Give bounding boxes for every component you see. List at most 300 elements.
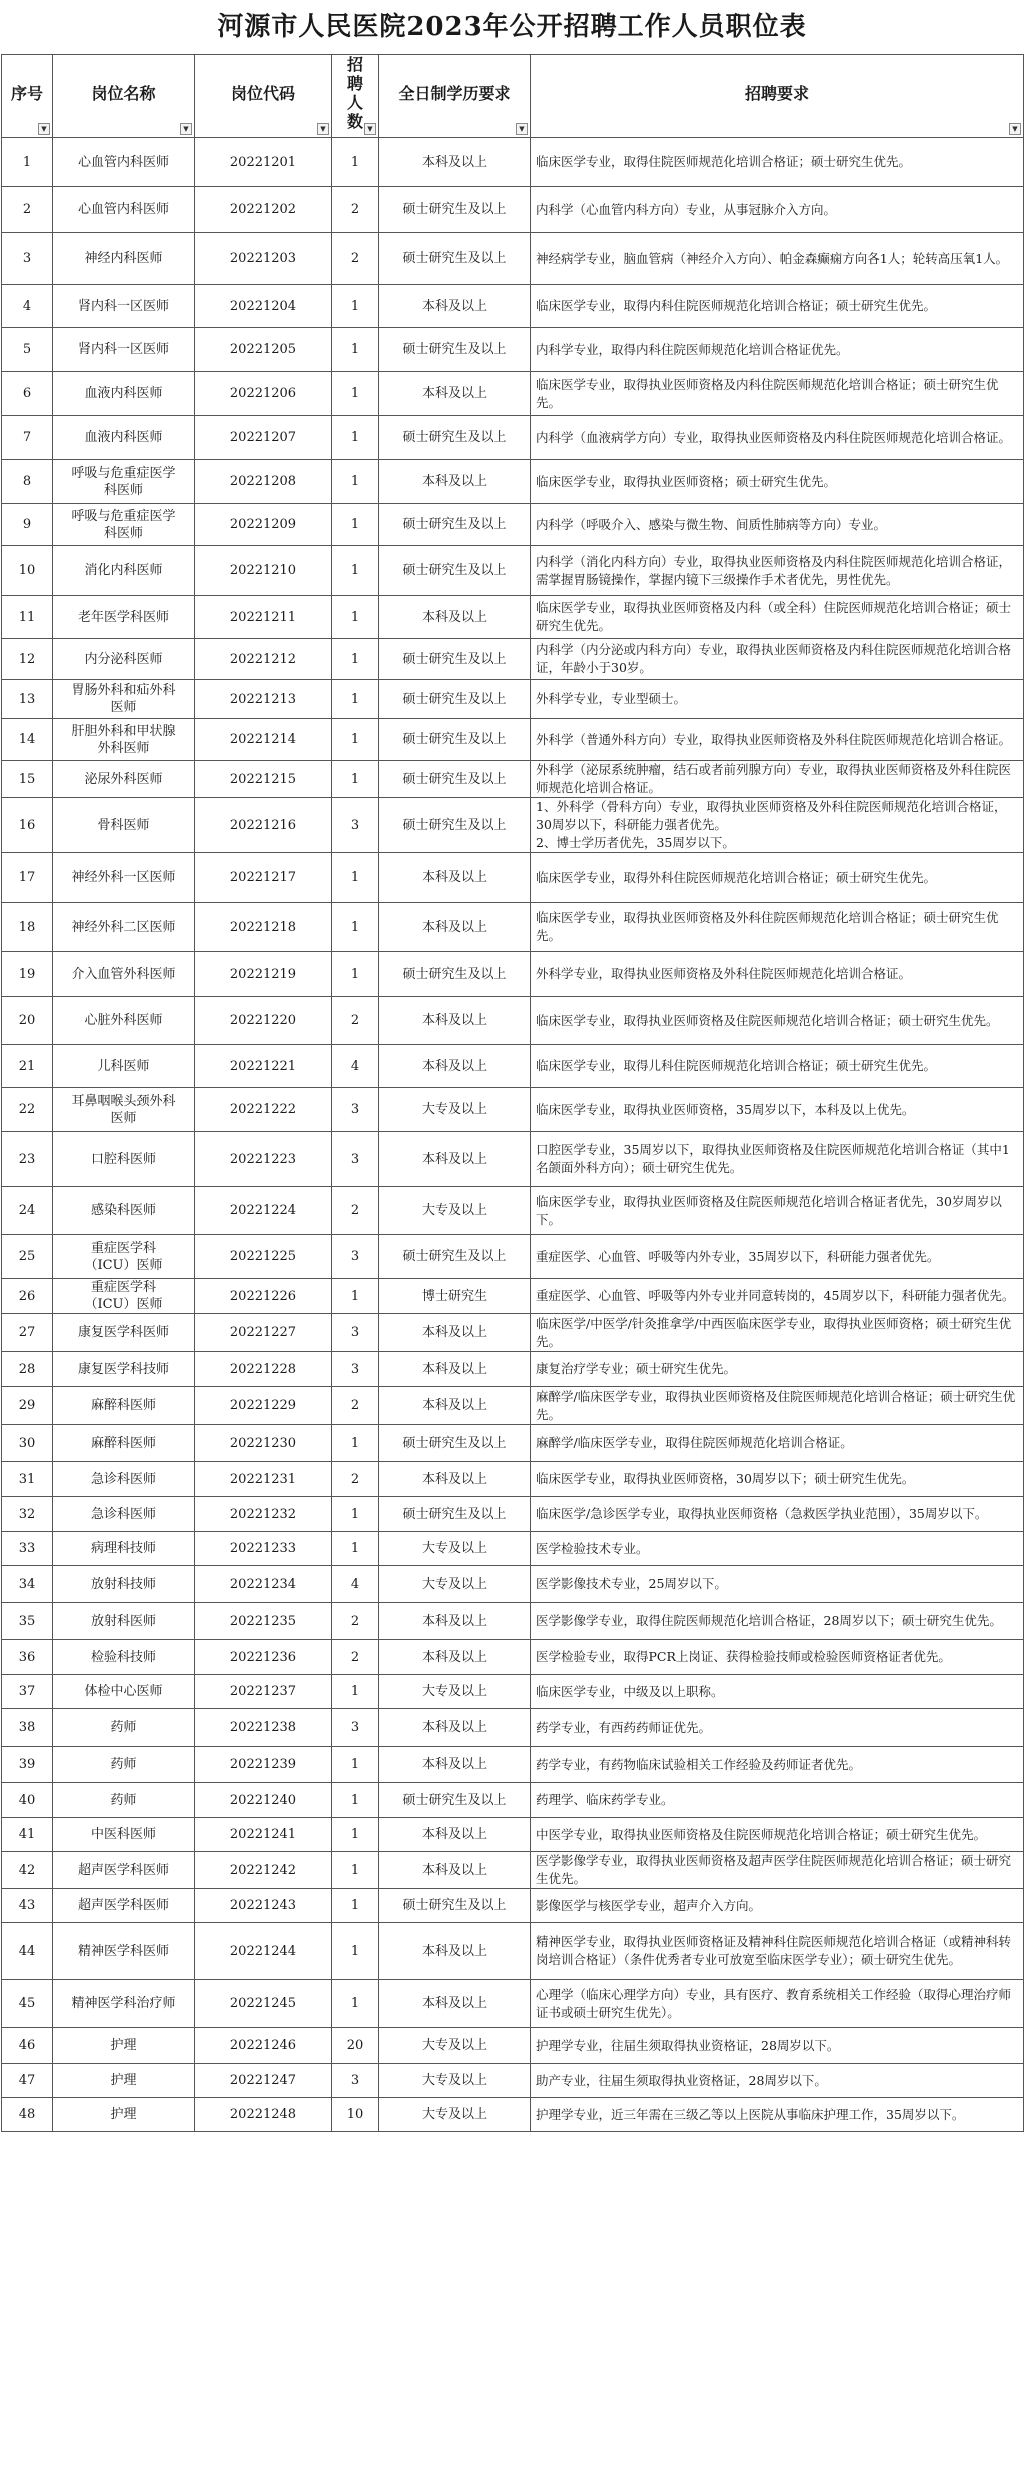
header-req bbox=[531, 55, 1024, 138]
cell-code: 20221207 bbox=[195, 416, 332, 460]
cell-seq: 46 bbox=[2, 2028, 53, 2064]
cell-name: 护理 bbox=[53, 2064, 195, 2098]
filter-dropdown-icon[interactable]: ▼ bbox=[38, 123, 50, 135]
cell-edu: 本科及以上 bbox=[379, 903, 531, 952]
cell-name: 神经外科二区医师 bbox=[53, 903, 195, 952]
cell-name: 儿科医师 bbox=[53, 1045, 195, 1088]
cell-seq: 16 bbox=[2, 798, 53, 853]
cell-name: 呼吸与危重症医学科医师 bbox=[53, 460, 195, 504]
cell-seq: 10 bbox=[2, 546, 53, 596]
cell-count: 2 bbox=[332, 1640, 379, 1675]
table-row bbox=[2, 138, 1024, 187]
cell-code: 20221209 bbox=[195, 504, 332, 546]
cell-name: 急诊科医师 bbox=[53, 1462, 195, 1497]
cell-name: 药师 bbox=[53, 1747, 195, 1783]
cell-name: 病理科技师 bbox=[53, 1532, 195, 1566]
cell-seq: 8 bbox=[2, 460, 53, 504]
cell-code: 20221201 bbox=[195, 138, 332, 187]
cell-code: 20221206 bbox=[195, 372, 332, 416]
cell-count: 3 bbox=[332, 1314, 379, 1352]
cell-req: 临床医学专业，取得儿科住院医师规范化培训合格证；硕士研究生优先。 bbox=[531, 1045, 1024, 1088]
cell-count: 3 bbox=[332, 1132, 379, 1187]
cell-count: 1 bbox=[332, 639, 379, 680]
cell-name: 肾内科一区医师 bbox=[53, 328, 195, 372]
cell-req: 临床医学专业，取得执业医师资格及住院医师规范化培训合格证者优先，30岁周岁以下。 bbox=[531, 1187, 1024, 1235]
cell-seq: 43 bbox=[2, 1889, 53, 1923]
cell-edu: 大专及以上 bbox=[379, 1566, 531, 1603]
cell-req: 护理学专业，往届生须取得执业资格证，28周岁以下。 bbox=[531, 2028, 1024, 2064]
table-row bbox=[2, 853, 1024, 903]
cell-count: 2 bbox=[332, 1187, 379, 1235]
header-count bbox=[332, 55, 379, 138]
table-row bbox=[2, 328, 1024, 372]
cell-edu: 大专及以上 bbox=[379, 1088, 531, 1132]
cell-count: 2 bbox=[332, 233, 379, 285]
cell-seq: 32 bbox=[2, 1497, 53, 1532]
cell-count: 1 bbox=[332, 1532, 379, 1566]
cell-name: 心血管内科医师 bbox=[53, 187, 195, 233]
table-row bbox=[2, 1923, 1024, 1980]
table-row bbox=[2, 1783, 1024, 1818]
cell-edu: 本科及以上 bbox=[379, 1747, 531, 1783]
table-row bbox=[2, 1235, 1024, 1279]
cell-req: 临床医学专业，取得执业医师资格及外科住院医师规范化培训合格证；硕士研究生优先。 bbox=[531, 903, 1024, 952]
cell-req: 影像医学与核医学专业，超声介入方向。 bbox=[531, 1889, 1024, 1923]
cell-count: 2 bbox=[332, 997, 379, 1045]
cell-code: 20221247 bbox=[195, 2064, 332, 2098]
cell-name: 骨科医师 bbox=[53, 798, 195, 853]
cell-edu: 大专及以上 bbox=[379, 2028, 531, 2064]
cell-edu: 硕士研究生及以上 bbox=[379, 1783, 531, 1818]
cell-count: 3 bbox=[332, 1709, 379, 1747]
cell-seq: 7 bbox=[2, 416, 53, 460]
cell-edu: 硕士研究生及以上 bbox=[379, 187, 531, 233]
cell-req: 临床医学/中医学/针灸推拿学/中西医临床医学专业，取得执业医师资格；硕士研究生优先。 bbox=[531, 1314, 1024, 1352]
cell-req: 临床医学专业，取得外科住院医师规范化培训合格证；硕士研究生优先。 bbox=[531, 853, 1024, 903]
cell-req: 内科学（血液病学方向）专业，取得执业医师资格及内科住院医师规范化培训合格证。 bbox=[531, 416, 1024, 460]
cell-name: 呼吸与危重症医学科医师 bbox=[53, 504, 195, 546]
cell-req: 内科学（呼吸介入、感染与微生物、间质性肺病等方向）专业。 bbox=[531, 504, 1024, 546]
header-seq bbox=[2, 55, 53, 138]
cell-edu: 硕士研究生及以上 bbox=[379, 416, 531, 460]
cell-code: 20221215 bbox=[195, 761, 332, 798]
cell-code: 20221237 bbox=[195, 1675, 332, 1709]
cell-name: 超声医学科医师 bbox=[53, 1852, 195, 1889]
table-row bbox=[2, 1747, 1024, 1783]
cell-edu: 本科及以上 bbox=[379, 285, 531, 328]
cell-code: 20221216 bbox=[195, 798, 332, 853]
cell-count: 10 bbox=[332, 2098, 379, 2132]
header-name bbox=[53, 55, 195, 138]
cell-count: 1 bbox=[332, 761, 379, 798]
cell-name: 口腔科医师 bbox=[53, 1132, 195, 1187]
cell-code: 20221232 bbox=[195, 1497, 332, 1532]
cell-name: 麻醉科医师 bbox=[53, 1387, 195, 1425]
cell-seq: 27 bbox=[2, 1314, 53, 1352]
cell-seq: 44 bbox=[2, 1923, 53, 1980]
cell-name: 药师 bbox=[53, 1783, 195, 1818]
cell-req: 临床医学专业，取得执业医师资格，30周岁以下；硕士研究生优先。 bbox=[531, 1462, 1024, 1497]
cell-req: 外科学（泌尿系统肿瘤，结石或者前列腺方向）专业，取得执业医师资格及外科住院医师规范化培训合格证。 bbox=[531, 761, 1024, 798]
cell-edu: 大专及以上 bbox=[379, 1532, 531, 1566]
table-row bbox=[2, 233, 1024, 285]
cell-edu: 本科及以上 bbox=[379, 1852, 531, 1889]
table-row bbox=[2, 903, 1024, 952]
cell-req: 重症医学、心血管、呼吸等内外专业，35周岁以下，科研能力强者优先。 bbox=[531, 1235, 1024, 1279]
cell-name: 放射科技师 bbox=[53, 1566, 195, 1603]
cell-seq: 39 bbox=[2, 1747, 53, 1783]
cell-req: 外科学专业，取得执业医师资格及外科住院医师规范化培训合格证。 bbox=[531, 952, 1024, 997]
cell-req: 重症医学、心血管、呼吸等内外专业并同意转岗的，45周岁以下，科研能力强者优先。 bbox=[531, 1279, 1024, 1314]
cell-code: 20221235 bbox=[195, 1603, 332, 1640]
cell-count: 1 bbox=[332, 546, 379, 596]
cell-edu: 本科及以上 bbox=[379, 1980, 531, 2028]
cell-seq: 9 bbox=[2, 504, 53, 546]
cell-name: 消化内科医师 bbox=[53, 546, 195, 596]
cell-count: 3 bbox=[332, 1088, 379, 1132]
cell-req: 临床医学专业，取得住院医师规范化培训合格证；硕士研究生优先。 bbox=[531, 138, 1024, 187]
cell-req: 医学影像学专业，取得执业医师资格及超声医学住院医师规范化培训合格证；硕士研究生优先。 bbox=[531, 1852, 1024, 1889]
cell-seq: 48 bbox=[2, 2098, 53, 2132]
cell-name: 药师 bbox=[53, 1709, 195, 1747]
table-row bbox=[2, 285, 1024, 328]
cell-req: 医学检验技术专业。 bbox=[531, 1532, 1024, 1566]
cell-code: 20221240 bbox=[195, 1783, 332, 1818]
cell-req: 口腔医学专业，35周岁以下，取得执业医师资格及住院医师规范化培训合格证（其中1名颌面外科方向）；硕士研究生优先。 bbox=[531, 1132, 1024, 1187]
filter-dropdown-icon[interactable]: ▼ bbox=[317, 123, 329, 135]
cell-req: 临床医学专业，取得执业医师资格；硕士研究生优先。 bbox=[531, 460, 1024, 504]
cell-count: 1 bbox=[332, 680, 379, 719]
cell-req: 麻醉学/临床医学专业，取得执业医师资格及住院医师规范化培训合格证；硕士研究生优先。 bbox=[531, 1387, 1024, 1425]
table-row bbox=[2, 1852, 1024, 1889]
header-name-label: 岗位名称 bbox=[91, 83, 156, 103]
cell-name: 血液内科医师 bbox=[53, 372, 195, 416]
cell-seq: 45 bbox=[2, 1980, 53, 2028]
table-row bbox=[2, 2064, 1024, 2098]
cell-code: 20221211 bbox=[195, 596, 332, 639]
cell-count: 1 bbox=[332, 952, 379, 997]
cell-count: 2 bbox=[332, 1462, 379, 1497]
cell-count: 20 bbox=[332, 2028, 379, 2064]
cell-edu: 硕士研究生及以上 bbox=[379, 328, 531, 372]
table-row bbox=[2, 1187, 1024, 1235]
cell-edu: 本科及以上 bbox=[379, 1923, 531, 1980]
table-row bbox=[2, 1709, 1024, 1747]
cell-req: 临床医学专业，取得执业医师资格，35周岁以下，本科及以上优先。 bbox=[531, 1088, 1024, 1132]
cell-edu: 本科及以上 bbox=[379, 1603, 531, 1640]
cell-name: 感染科医师 bbox=[53, 1187, 195, 1235]
table-row bbox=[2, 1314, 1024, 1352]
cell-seq: 24 bbox=[2, 1187, 53, 1235]
cell-count: 3 bbox=[332, 1352, 379, 1387]
table-row bbox=[2, 1425, 1024, 1462]
cell-code: 20221219 bbox=[195, 952, 332, 997]
cell-edu: 硕士研究生及以上 bbox=[379, 952, 531, 997]
cell-edu: 大专及以上 bbox=[379, 2064, 531, 2098]
cell-name: 体检中心医师 bbox=[53, 1675, 195, 1709]
cell-name: 护理 bbox=[53, 2098, 195, 2132]
cell-seq: 14 bbox=[2, 719, 53, 761]
cell-code: 20221243 bbox=[195, 1889, 332, 1923]
cell-count: 2 bbox=[332, 1603, 379, 1640]
cell-count: 1 bbox=[332, 596, 379, 639]
cell-edu: 硕士研究生及以上 bbox=[379, 680, 531, 719]
cell-edu: 硕士研究生及以上 bbox=[379, 761, 531, 798]
cell-req: 临床医学/急诊医学专业，取得执业医师资格（急救医学执业范围），35周岁以下。 bbox=[531, 1497, 1024, 1532]
cell-code: 20221212 bbox=[195, 639, 332, 680]
cell-name: 精神医学科医师 bbox=[53, 1923, 195, 1980]
cell-req: 外科学（普通外科方向）专业，取得执业医师资格及外科住院医师规范化培训合格证。 bbox=[531, 719, 1024, 761]
cell-name: 泌尿外科医师 bbox=[53, 761, 195, 798]
cell-req: 麻醉学/临床医学专业，取得住院医师规范化培训合格证。 bbox=[531, 1425, 1024, 1462]
cell-name: 精神医学科治疗师 bbox=[53, 1980, 195, 2028]
cell-req: 内科学专业，取得内科住院医师规范化培训合格证优先。 bbox=[531, 328, 1024, 372]
cell-count: 3 bbox=[332, 1235, 379, 1279]
cell-edu: 大专及以上 bbox=[379, 1675, 531, 1709]
cell-name: 老年医学科医师 bbox=[53, 596, 195, 639]
cell-edu: 本科及以上 bbox=[379, 1132, 531, 1187]
cell-name: 心血管内科医师 bbox=[53, 138, 195, 187]
cell-code: 20221210 bbox=[195, 546, 332, 596]
cell-name: 超声医学科医师 bbox=[53, 1889, 195, 1923]
cell-code: 20221225 bbox=[195, 1235, 332, 1279]
cell-code: 20221231 bbox=[195, 1462, 332, 1497]
table-row bbox=[2, 639, 1024, 680]
cell-req: 护理学专业，近三年需在三级乙等以上医院从事临床护理工作，35周岁以下。 bbox=[531, 2098, 1024, 2132]
cell-seq: 25 bbox=[2, 1235, 53, 1279]
cell-seq: 33 bbox=[2, 1532, 53, 1566]
cell-seq: 34 bbox=[2, 1566, 53, 1603]
cell-seq: 22 bbox=[2, 1088, 53, 1132]
cell-edu: 硕士研究生及以上 bbox=[379, 233, 531, 285]
cell-req: 医学影像学专业，取得住院医师规范化培训合格证，28周岁以下；硕士研究生优先。 bbox=[531, 1603, 1024, 1640]
cell-seq: 30 bbox=[2, 1425, 53, 1462]
table-row bbox=[2, 1045, 1024, 1088]
cell-name: 介入血管外科医师 bbox=[53, 952, 195, 997]
header-edu-label: 全日制学历要求 bbox=[398, 83, 511, 103]
cell-name: 中医科医师 bbox=[53, 1818, 195, 1852]
cell-count: 4 bbox=[332, 1045, 379, 1088]
table-row bbox=[2, 187, 1024, 233]
cell-code: 20221228 bbox=[195, 1352, 332, 1387]
cell-seq: 11 bbox=[2, 596, 53, 639]
filter-dropdown-icon[interactable]: ▼ bbox=[1009, 123, 1021, 135]
cell-count: 4 bbox=[332, 1566, 379, 1603]
table-row bbox=[2, 372, 1024, 416]
cell-count: 1 bbox=[332, 1980, 379, 2028]
cell-name: 血液内科医师 bbox=[53, 416, 195, 460]
cell-name: 胃肠外科和疝外科医师 bbox=[53, 680, 195, 719]
cell-code: 20221241 bbox=[195, 1818, 332, 1852]
cell-code: 20221239 bbox=[195, 1747, 332, 1783]
header-count-label: 招聘人数 bbox=[346, 55, 363, 131]
cell-name: 内分泌科医师 bbox=[53, 639, 195, 680]
table-row bbox=[2, 1640, 1024, 1675]
cell-seq: 21 bbox=[2, 1045, 53, 1088]
cell-seq: 26 bbox=[2, 1279, 53, 1314]
cell-seq: 6 bbox=[2, 372, 53, 416]
cell-edu: 硕士研究生及以上 bbox=[379, 1235, 531, 1279]
cell-seq: 28 bbox=[2, 1352, 53, 1387]
cell-code: 20221205 bbox=[195, 328, 332, 372]
table-row bbox=[2, 1603, 1024, 1640]
cell-count: 1 bbox=[332, 1818, 379, 1852]
cell-req: 内科学（内分泌或内科方向）专业，取得执业医师资格及内科住院医师规范化培训合格证，年龄小于30岁。 bbox=[531, 639, 1024, 680]
cell-edu: 硕士研究生及以上 bbox=[379, 639, 531, 680]
cell-req: 康复治疗学专业；硕士研究生优先。 bbox=[531, 1352, 1024, 1387]
cell-seq: 1 bbox=[2, 138, 53, 187]
cell-count: 1 bbox=[332, 1923, 379, 1980]
cell-edu: 本科及以上 bbox=[379, 1818, 531, 1852]
cell-edu: 本科及以上 bbox=[379, 596, 531, 639]
cell-name: 耳鼻咽喉头颈外科医师 bbox=[53, 1088, 195, 1132]
cell-count: 1 bbox=[332, 1747, 379, 1783]
cell-count: 1 bbox=[332, 372, 379, 416]
table-header-row bbox=[2, 55, 1024, 138]
cell-req: 精神医学专业，取得执业医师资格证及精神科住院医师规范化培训合格证（或精神科转岗培训合格证）（条件优秀者专业可放宽至临床医学专业）；硕士研究生优先。 bbox=[531, 1923, 1024, 1980]
cell-count: 2 bbox=[332, 1387, 379, 1425]
cell-name: 重症医学科（ICU）医师 bbox=[53, 1279, 195, 1314]
cell-code: 20221227 bbox=[195, 1314, 332, 1352]
cell-req: 外科学专业，专业型硕士。 bbox=[531, 680, 1024, 719]
cell-count: 3 bbox=[332, 798, 379, 853]
table-row bbox=[2, 1980, 1024, 2028]
cell-req: 临床医学专业，取得执业医师资格及住院医师规范化培训合格证；硕士研究生优先。 bbox=[531, 997, 1024, 1045]
cell-name: 急诊科医师 bbox=[53, 1497, 195, 1532]
cell-code: 20221204 bbox=[195, 285, 332, 328]
cell-req: 药理学、临床药学专业。 bbox=[531, 1783, 1024, 1818]
cell-code: 20221203 bbox=[195, 233, 332, 285]
cell-edu: 硕士研究生及以上 bbox=[379, 504, 531, 546]
cell-code: 20221214 bbox=[195, 719, 332, 761]
cell-edu: 本科及以上 bbox=[379, 372, 531, 416]
table-row bbox=[2, 1279, 1024, 1314]
cell-req: 临床医学专业，中级及以上职称。 bbox=[531, 1675, 1024, 1709]
header-req-label: 招聘要求 bbox=[744, 83, 809, 103]
cell-name: 康复医学科医师 bbox=[53, 1314, 195, 1352]
table-row bbox=[2, 952, 1024, 997]
cell-edu: 硕士研究生及以上 bbox=[379, 1497, 531, 1532]
header-code bbox=[195, 55, 332, 138]
table-row bbox=[2, 1566, 1024, 1603]
cell-req: 药学专业，有药物临床试验相关工作经验及药师证者优先。 bbox=[531, 1747, 1024, 1783]
cell-count: 1 bbox=[332, 416, 379, 460]
cell-seq: 17 bbox=[2, 853, 53, 903]
cell-edu: 硕士研究生及以上 bbox=[379, 798, 531, 853]
cell-count: 1 bbox=[332, 719, 379, 761]
table-row bbox=[2, 719, 1024, 761]
cell-seq: 12 bbox=[2, 639, 53, 680]
cell-seq: 2 bbox=[2, 187, 53, 233]
cell-seq: 23 bbox=[2, 1132, 53, 1187]
cell-req: 神经病学专业，脑血管病（神经介入方向）、帕金森癫痫方向各1人；轮转高压氧1人。 bbox=[531, 233, 1024, 285]
cell-count: 1 bbox=[332, 1279, 379, 1314]
cell-edu: 本科及以上 bbox=[379, 138, 531, 187]
cell-seq: 47 bbox=[2, 2064, 53, 2098]
cell-code: 20221234 bbox=[195, 1566, 332, 1603]
cell-count: 1 bbox=[332, 1425, 379, 1462]
cell-seq: 37 bbox=[2, 1675, 53, 1709]
cell-edu: 大专及以上 bbox=[379, 2098, 531, 2132]
cell-code: 20221236 bbox=[195, 1640, 332, 1675]
cell-seq: 38 bbox=[2, 1709, 53, 1747]
cell-name: 重症医学科（ICU）医师 bbox=[53, 1235, 195, 1279]
cell-edu: 硕士研究生及以上 bbox=[379, 1889, 531, 1923]
table-row bbox=[2, 1497, 1024, 1532]
table-row bbox=[2, 546, 1024, 596]
cell-seq: 18 bbox=[2, 903, 53, 952]
table-row bbox=[2, 680, 1024, 719]
cell-code: 20221223 bbox=[195, 1132, 332, 1187]
page-title: 河源市人民医院2023年公开招聘工作人员职位表 bbox=[217, 12, 807, 42]
cell-edu: 本科及以上 bbox=[379, 1387, 531, 1425]
table-row bbox=[2, 460, 1024, 504]
cell-seq: 19 bbox=[2, 952, 53, 997]
cell-req: 药学专业，有西药药师证优先。 bbox=[531, 1709, 1024, 1747]
cell-seq: 40 bbox=[2, 1783, 53, 1818]
cell-name: 放射科医师 bbox=[53, 1603, 195, 1640]
cell-req: 内科学（心血管内科方向）专业，从事冠脉介入方向。 bbox=[531, 187, 1024, 233]
cell-count: 1 bbox=[332, 504, 379, 546]
cell-seq: 31 bbox=[2, 1462, 53, 1497]
filter-dropdown-icon[interactable]: ▼ bbox=[180, 123, 192, 135]
cell-edu: 本科及以上 bbox=[379, 853, 531, 903]
cell-code: 20221222 bbox=[195, 1088, 332, 1132]
cell-req: 内科学（消化内科方向）专业，取得执业医师资格及内科住院医师规范化培训合格证，需掌握胃肠镜操作，掌握内镜下三级操作手术者优先，男性优先。 bbox=[531, 546, 1024, 596]
cell-name: 检验科技师 bbox=[53, 1640, 195, 1675]
cell-code: 20221233 bbox=[195, 1532, 332, 1566]
cell-seq: 20 bbox=[2, 997, 53, 1045]
cell-seq: 13 bbox=[2, 680, 53, 719]
cell-count: 1 bbox=[332, 903, 379, 952]
cell-code: 20221221 bbox=[195, 1045, 332, 1088]
cell-name: 肾内科一区医师 bbox=[53, 285, 195, 328]
table-row bbox=[2, 1387, 1024, 1425]
cell-req: 临床医学专业，取得执业医师资格及内科住院医师规范化培训合格证；硕士研究生优先。 bbox=[531, 372, 1024, 416]
cell-code: 20221226 bbox=[195, 1279, 332, 1314]
table-row bbox=[2, 1132, 1024, 1187]
cell-count: 1 bbox=[332, 1889, 379, 1923]
cell-edu: 本科及以上 bbox=[379, 1709, 531, 1747]
table-row bbox=[2, 1818, 1024, 1852]
cell-seq: 5 bbox=[2, 328, 53, 372]
table-row bbox=[2, 596, 1024, 639]
cell-req: 临床医学专业，取得内科住院医师规范化培训合格证；硕士研究生优先。 bbox=[531, 285, 1024, 328]
cell-edu: 本科及以上 bbox=[379, 1462, 531, 1497]
cell-seq: 36 bbox=[2, 1640, 53, 1675]
cell-code: 20221224 bbox=[195, 1187, 332, 1235]
cell-edu: 硕士研究生及以上 bbox=[379, 1425, 531, 1462]
cell-count: 1 bbox=[332, 285, 379, 328]
cell-req: 中医学专业，取得执业医师资格及住院医师规范化培训合格证；硕士研究生优先。 bbox=[531, 1818, 1024, 1852]
cell-count: 1 bbox=[332, 1783, 379, 1818]
cell-edu: 本科及以上 bbox=[379, 1045, 531, 1088]
cell-name: 康复医学科技师 bbox=[53, 1352, 195, 1387]
header-edu bbox=[379, 55, 531, 138]
cell-edu: 博士研究生 bbox=[379, 1279, 531, 1314]
cell-code: 20221213 bbox=[195, 680, 332, 719]
cell-code: 20221242 bbox=[195, 1852, 332, 1889]
cell-edu: 本科及以上 bbox=[379, 997, 531, 1045]
cell-code: 20221220 bbox=[195, 997, 332, 1045]
filter-dropdown-icon[interactable]: ▼ bbox=[516, 123, 528, 135]
cell-req: 1、外科学（骨科方向）专业，取得执业医师资格及外科住院医师规范化培训合格证，30周岁以下，科研能力强者优先。 2、博士学历者优先，35周岁以下。 bbox=[531, 798, 1024, 853]
table-row bbox=[2, 1462, 1024, 1497]
cell-count: 1 bbox=[332, 328, 379, 372]
cell-count: 3 bbox=[332, 2064, 379, 2098]
filter-dropdown-icon[interactable]: ▼ bbox=[364, 123, 376, 135]
cell-seq: 42 bbox=[2, 1852, 53, 1889]
